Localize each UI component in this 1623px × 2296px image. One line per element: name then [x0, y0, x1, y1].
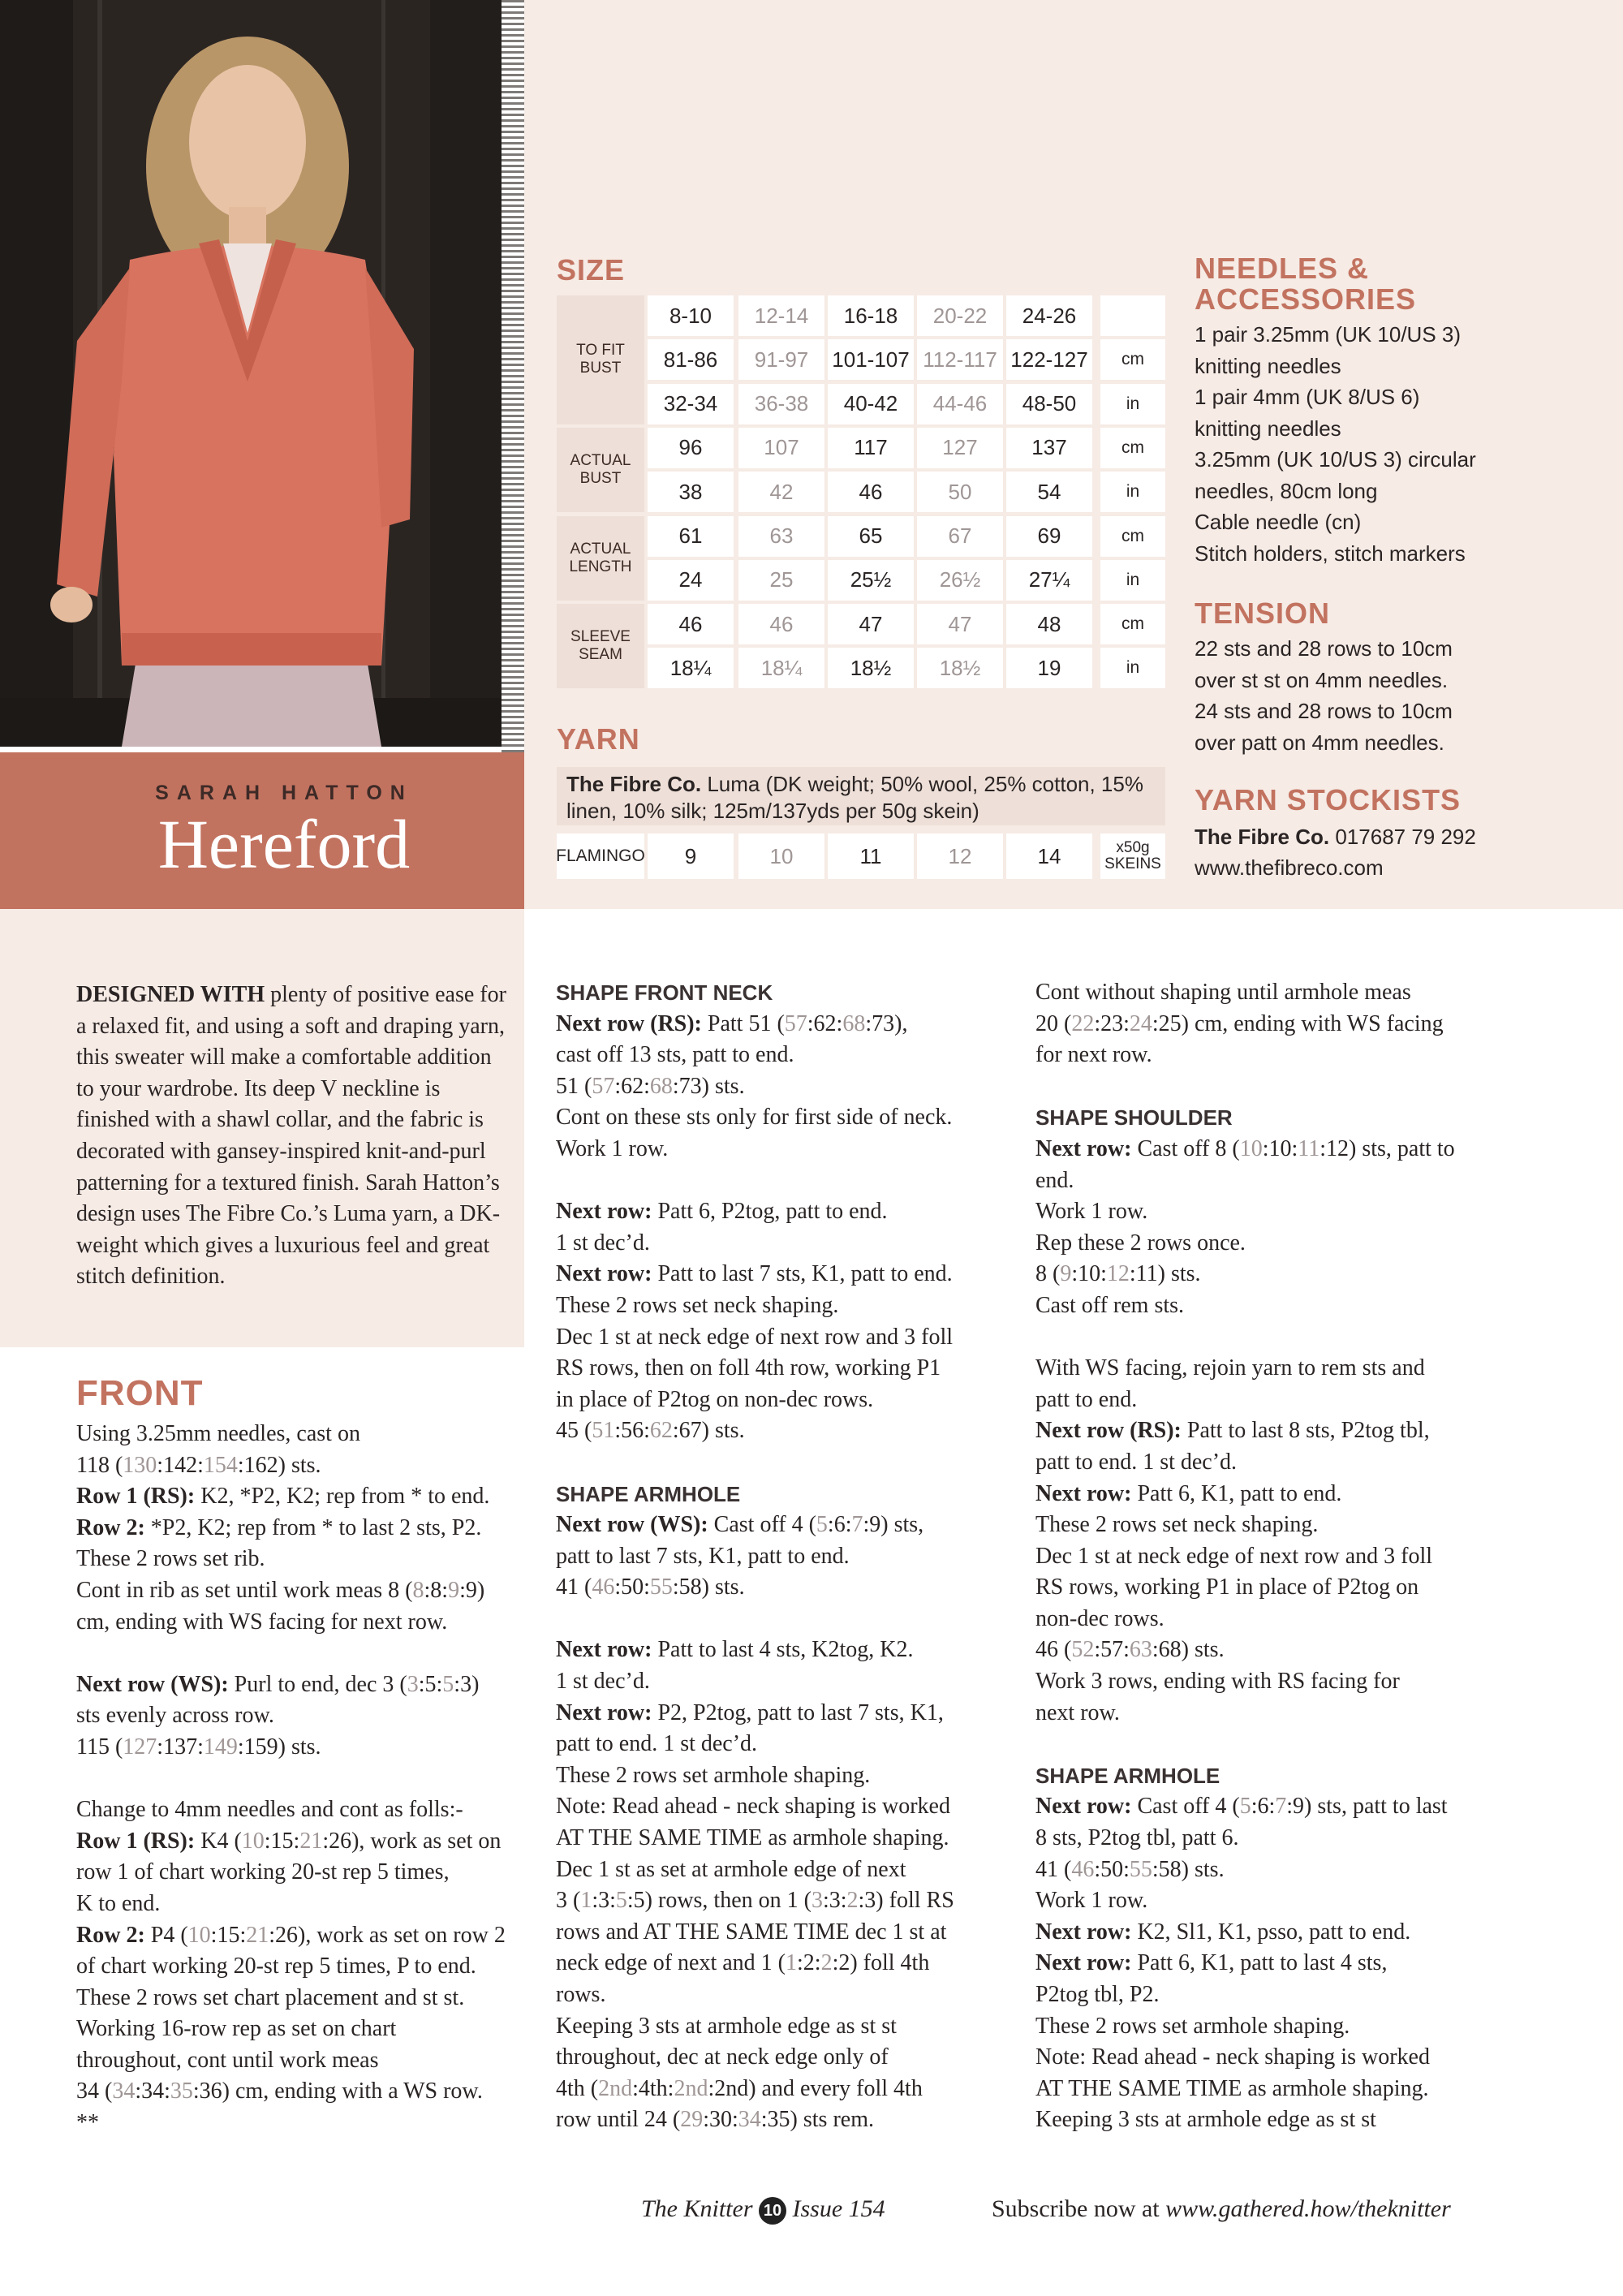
yarn-details: Luma (DK weight; 50% wool, 25% cotton, 15% linen, 10% silk; 125m/137yds per 50g skein)	[566, 772, 1143, 823]
size-value-cell: 44-46	[917, 384, 1003, 424]
size-value-cell: 25½	[828, 560, 914, 601]
size-unit-cell: cm	[1100, 604, 1165, 644]
size-value-cell: 69	[1006, 516, 1092, 557]
size-value-cell: 18¼	[648, 648, 734, 688]
size-value-cell: 19	[1006, 648, 1092, 688]
size-value-cell: 50	[917, 472, 1003, 512]
size-value-cell: 137	[1006, 428, 1092, 468]
size-row-label: TO FIT BUST	[557, 295, 644, 424]
yarn-description	[557, 767, 1165, 825]
needles-line: 1 pair 4mm (UK 8/US 6)	[1195, 385, 1420, 409]
stockist-url: www.thefibreco.com	[1195, 855, 1384, 880]
size-value-cell: 18½	[828, 648, 914, 688]
shoulder-instructions: Cont without shaping until armhole meas 20 (22:23:24:25) cm, ending with WS facing for next row. SHAPE SHOULDER Next row: Cast off 8 (10:10:11:12) sts, patt to end. Work 1 row. Rep these 2 rows once. 8 (9:10:12:11) sts. Cast off rem sts. With WS facing, rejoin yarn to rem sts and patt to end. Next row (RS): Patt to last 8 sts, P2tog tbl, patt to end. 1 st dec’d. Next row: Patt 6, K1, patt to end. These 2 rows set neck shaping. Dec 1 st at neck edge of next row and 3 foll RS rows, working P1 in place of P2tog on non-dec rows. 46 (52:57:63:68) sts. Work 3 rows, ending with RS facing for next row. SHAPE ARMHOLE Next row: Cast off 4 (5:6:7:9) sts, patt to last 8 sts, P2tog tbl, patt 6. 41 (46:50:55:58) sts. Work 1 row. Next row: K2, Sl1, K1, psso, patt to end. Next row: Patt 6, K1, patt to last 4 sts, P2tog tbl, P2. These 2 rows set armhole shaping. Note: Read ahead - neck shaping is worked AT THE SAME TIME as armhole shaping. Keeping 3 sts at armhole edge as st st	[1035, 980, 1455, 2133]
size-value-cell: 117	[828, 428, 914, 468]
intro-text: plenty of positive ease for a relaxed fit, and using a soft and draping yarn, this sweater will make a comfortable addition to your wardrobe. Its deep V neckline is finished with a shawl collar, and the fabric is decorated with gansey-inspired knit-and-purl patterning for a textured finish. Sarah Hatton’s design uses The Fibre Co.’s Luma yarn, a DK-weight which gives a luxurious feel and great stitch definition.	[76, 982, 506, 1290]
size-unit-cell: cm	[1100, 339, 1165, 380]
stockists-heading: YARN STOCKISTS	[1195, 783, 1462, 816]
pattern-title: Hereford	[157, 805, 411, 883]
size-value-cell: 67	[917, 516, 1003, 557]
stockist-phone: 017687 79 292	[1329, 825, 1476, 849]
size-value-cell: 48-50	[1006, 384, 1092, 424]
size-value-cell: 63	[738, 516, 824, 557]
tension-line: over patt on 4mm needles.	[1195, 730, 1444, 755]
size-row-label: SLEEVE SEAM	[557, 604, 644, 688]
subscribe-text: Subscribe now at	[992, 2195, 1166, 2222]
size-value-cell: 24	[648, 560, 734, 601]
tension-line: 22 sts and 28 rows to 10cm	[1195, 636, 1453, 661]
size-unit-cell: cm	[1100, 516, 1165, 557]
magazine-footer	[641, 2195, 885, 2225]
size-unit-cell: in	[1100, 648, 1165, 688]
needles-line: 3.25mm (UK 10/US 3) circular	[1195, 447, 1476, 472]
size-value-cell: 81-86	[648, 339, 734, 380]
size-value-cell: 18½	[917, 648, 1003, 688]
needles-line: Stitch holders, stitch markers	[1195, 541, 1466, 566]
size-value-cell: 96	[648, 428, 734, 468]
size-unit-cell: cm	[1100, 428, 1165, 468]
size-heading: SIZE	[557, 253, 626, 286]
needles-list	[1195, 319, 1476, 569]
size-value-cell: 127	[917, 428, 1003, 468]
yarn-brand: The Fibre Co.	[566, 772, 702, 796]
size-value-cell: 47	[917, 604, 1003, 644]
intro-lead: DESIGNED WITH	[76, 982, 265, 1007]
yarn-quantity-cell: 12	[917, 834, 1003, 879]
needles-line: knitting needles	[1195, 416, 1341, 441]
stockist-brand: The Fibre Co.	[1195, 825, 1330, 849]
page-number: 10	[759, 2197, 786, 2225]
size-value-cell: 91-97	[738, 339, 824, 380]
size-value-cell: 46	[828, 472, 914, 512]
front-instructions: Using 3.25mm needles, cast on 118 (130:142:154:162) sts. Row 1 (RS): K2, *P2, K2; rep from * to end. Row 2: *P2, K2; rep from * to last 2 sts, P2. These 2 rows set rib. Cont in rib as set until work meas 8 (8:8:9:9) cm, ending with WS facing for next row. Next row (WS): Purl to end, dec 3 (3:5:5:3) sts evenly across row. 115 (127:137:149:159) sts. Change to 4mm needles and cont as folls:- Row 1 (RS): K4 (10:15:21:26), work as set on row 1 of chart working 20-st rep 5 times, K to end. Row 2: P4 (10:15:21:26), work as set on row 2 of chart working 20-st rep 5 times, P to end. These 2 rows set chart placement and st st. Working 16-row rep as set on chart throughout, cont until work meas 34 (34:34:35:36) cm, ending with a WS row. **	[76, 1421, 506, 2136]
size-value-cell: 46	[648, 604, 734, 644]
size-value-cell: 42	[738, 472, 824, 512]
size-header-unit-cell	[1100, 295, 1165, 336]
size-value-cell: 27¼	[1006, 560, 1092, 601]
yarn-quantity-cell: 14	[1006, 834, 1092, 879]
size-value-cell: 122-127	[1006, 339, 1092, 380]
needles-line: 1 pair 3.25mm (UK 10/US 3)	[1195, 322, 1462, 347]
size-header-cell: 20-22	[917, 295, 1003, 336]
size-value-cell: 48	[1006, 604, 1092, 644]
size-value-cell: 36-38	[738, 384, 824, 424]
size-header-cell: 12-14	[738, 295, 824, 336]
neck-armhole-instructions: SHAPE FRONT NECK Next row (RS): Patt 51 (57:62:68:73), cast off 13 sts, patt to end. 51 (57:62:68:73) sts. Cont on these sts only for first side of neck. Work 1 row. Next row: Patt 6, P2tog, patt to end. 1 st dec’d. Next row: Patt to last 7 sts, K1, patt to end. These 2 rows set neck shaping. Dec 1 st at neck edge of next row and 3 foll RS rows, then on foll 4th row, working P1 in place of P2tog on non-dec rows. 45 (51:56:62:67) sts. SHAPE ARMHOLE Next row (WS): Cast off 4 (5:6:7:9) sts, patt to last 7 sts, K1, patt to end. 41 (46:50:55:58) sts. Next row: Patt to last 4 sts, K2tog, K2. 1 st dec’d. Next row: P2, P2tog, patt to last 7 sts, K1, patt to end. 1 st dec’d. These 2 rows set armhole shaping. Note: Read ahead - neck shaping is worked AT THE SAME TIME as armhole shaping. Dec 1 st as set at armhole edge of next 3 (1:3:5:5) rows, then on 1 (3:3:2:3) foll RS rows and AT THE SAME TIME dec 1 st at neck edge of next and 1 (1:2:2:2) foll 4th rows. Keeping 3 sts at armhole edge as st st throughout, dec at neck edge only of 4th (2nd:4th:2nd:2nd) and every foll 4th row until 24 (29:30:34:35) sts rem.	[556, 980, 954, 2133]
needles-heading: NEEDLES & ACCESSORIES	[1195, 252, 1417, 316]
size-value-cell: 65	[828, 516, 914, 557]
size-value-cell: 61	[648, 516, 734, 557]
tension-line: over st st on 4mm needles.	[1195, 667, 1449, 692]
yarn-quantity-cell: 11	[828, 834, 914, 879]
size-unit-cell: in	[1100, 384, 1165, 424]
needles-line: knitting needles	[1195, 353, 1341, 378]
size-header-cell: 8-10	[648, 295, 734, 336]
subscribe-url[interactable]: www.gathered.how/theknitter	[1165, 2195, 1451, 2222]
size-unit-cell: in	[1100, 472, 1165, 512]
size-value-cell: 40-42	[828, 384, 914, 424]
issue-number: Issue 154	[792, 2195, 885, 2222]
tension-line: 24 sts and 28 rows to 10cm	[1195, 699, 1453, 723]
intro-paragraph	[76, 980, 506, 1293]
tension-list	[1195, 633, 1453, 758]
size-value-cell: 101-107	[828, 339, 914, 380]
size-header-cell: 24-26	[1006, 295, 1092, 336]
size-row-label: ACTUAL BUST	[557, 428, 644, 512]
needles-line: Cable needle (cn)	[1195, 510, 1362, 534]
yarn-unit-cell: x50g SKEINS	[1100, 834, 1165, 879]
size-value-cell: 54	[1006, 472, 1092, 512]
magazine-name: The Knitter	[641, 2195, 753, 2222]
needles-line: needles, 80cm long	[1195, 478, 1378, 503]
size-value-cell: 32-34	[648, 384, 734, 424]
designer-name: SARAH HATTON	[155, 782, 413, 804]
yarn-quantity-cell: 9	[648, 834, 734, 879]
size-value-cell: 112-117	[917, 339, 1003, 380]
cover-photo	[0, 0, 503, 747]
size-value-cell: 18¼	[738, 648, 824, 688]
size-value-cell: 46	[738, 604, 824, 644]
yarn-quantity-cell: 10	[738, 834, 824, 879]
yarn-heading: YARN	[557, 722, 640, 756]
size-value-cell: 38	[648, 472, 734, 512]
size-value-cell: 107	[738, 428, 824, 468]
subscribe-footer	[992, 2195, 1451, 2223]
size-header-cell: 16-18	[828, 295, 914, 336]
size-row-label: ACTUAL LENGTH	[557, 516, 644, 601]
yarn-shade-cell: FLAMINGO	[557, 834, 644, 879]
size-value-cell: 47	[828, 604, 914, 644]
size-value-cell: 25	[738, 560, 824, 601]
size-value-cell: 26½	[917, 560, 1003, 601]
front-heading: FRONT	[76, 1373, 204, 1413]
size-unit-cell: in	[1100, 560, 1165, 601]
tension-heading: TENSION	[1195, 597, 1331, 630]
stockists-contact	[1195, 821, 1476, 853]
